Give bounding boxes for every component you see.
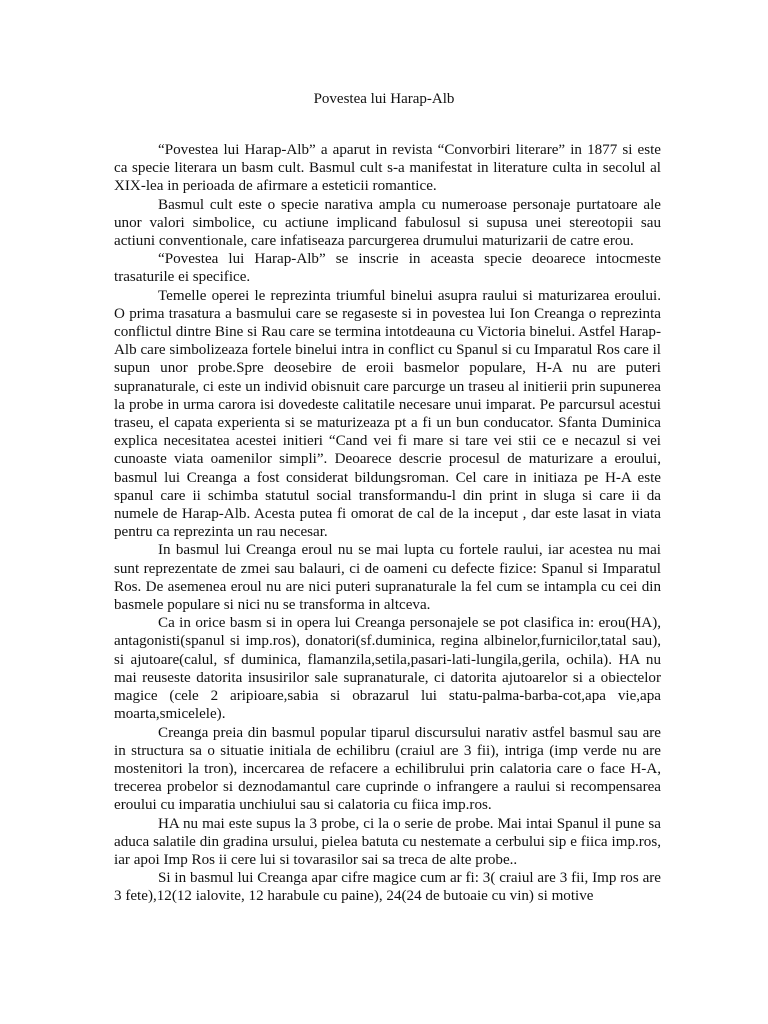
paragraph: “Povestea lui Harap-Alb” se inscrie in aceasta specie deoarece intocmeste trasaturile ei specifice. [114, 251, 661, 286]
paragraph: Si in basmul lui Creanga apar cifre magice cum ar fi: 3( craiul are 3 fii, Imp ros are 3 fete),12(12 ialovite, 12 harabule cu paine), 24(24 de butoaie cu vin) si motive [114, 870, 661, 905]
paragraph: Basmul cult este o specie narativa ampla cu numeroase personaje purtatoare ale unor valori simbolice, cu actiune implicand fabulosul si supusa unei stereotopii sau actiuni conventionale, care infatiseaza parcurgerea drumului maturizarii de catre erou. [114, 196, 661, 250]
paragraph: Ca in orice basm si in opera lui Creanga personajele se pot clasifica in: erou(HA), antagonisti(spanul si imp.ros), donatori(sf.duminica, regina albinelor,furnicilor,tatal sau), si ajutoare(calul, sf duminica, flamanzila,setila,pasari-lati-lungila,gerila, ochila). HA nu mai reuseste datorita insusirilor sale supranaturale, ci datorita ajutoarelor si a obiectelor magice (cele 2 aripioare,sabia si obrazarul lui statu-palma-barba-cot,apa vie,apa moarta,smicelele). [114, 615, 661, 723]
paragraph: HA nu mai este supus la 3 probe, ci la o serie de probe. Mai intai Spanul il pune sa aduca salatile din gradina ursului, pielea batuta cu nestemate a cerbului sip e fiica imp.ros, iar apoi Imp Ros ii cere lui si tovarasilor sai sa treca de alte probe.. [114, 815, 661, 868]
paragraph: Creanga preia din basmul popular tiparul discursului narativ astfel basmul sau are in structura sa o situatie initiala de echilibru (craiul are 3 fii), intriga (imp verde nu are mostenitori la tron), incercarea de refacere a echilibrului prin calatoria care o face H-A, trecerea probelor si deznodamantul care cuprinde o infrangere a raului si recompensarea eroului cu imparatia unchiului sau si calatoria cu fiica imp.ros. [114, 724, 661, 814]
paragraph: Temelle operei le reprezinta triumful binelui asupra raului si maturizarea eroului. O prima trasatura a basmului care se regaseste si in povestea lui Ion Creanga o reprezinta conflictul dintre Bine si Rau care se termina intotdeauna cu Victoria binelui. Astfel Harap-Alb care simbolizeaza fortele binelui intra in conflict cu Spanul si cu Imparatul Ros care il supun unor probe.Spre deosebire de eroii basmelor populare, H-A nu are puteri supranaturale, ci este un individ obisnuit care parcurge un traseu al initierii prin supunerea la probe in urma carora isi dovedeste calitatile necesare unui imparat. Pe parcursul acestui traseu, el capata experienta si se maturizeaza pt a fi un bun conducator. Sfanta Duminica explica necesitatea acestei initieri “Cand vei fi mare si tare vei stii ce e necazul si vei cunoaste viata oamenilor simpli”. Deoarece descrie procesul de maturizare a eroului, basmul lui Creanga a fost considerat bildungsroman. Cel care in initiaza pe H-A este spanul care ii schimba statutul social transformandu-l din print in sluga si care ii da numele de Harap-Alb. Acesta putea fi omorat de cal de la inceput , dar este lasat in viata pentru ca reprezinta un rau necesar. [114, 287, 661, 541]
paragraph: In basmul lui Creanga eroul nu se mai lupta cu fortele raului, iar acestea nu mai sunt reprezentate de zmei sau balauri, ci de oameni cu defecte fizice: Spanul si Imparatul Ros. De asemenea eroul nu are nici puteri supranaturale la fel cum se intampla cu cei din basmele populare si nici nu se transforma in altceva. [114, 542, 661, 614]
document-title: Povestea lui Harap-Alb [313, 91, 455, 107]
document-body [114, 141, 661, 906]
paragraph: “Povestea lui Harap-Alb” a aparut in revista “Convorbiri literare” in 1877 si este ca specie literara un basm cult. Basmul cult s-a manifestat in literature culta in secolul al XIX-lea in perioada de afirmare a esteticii romantice. [114, 142, 661, 195]
